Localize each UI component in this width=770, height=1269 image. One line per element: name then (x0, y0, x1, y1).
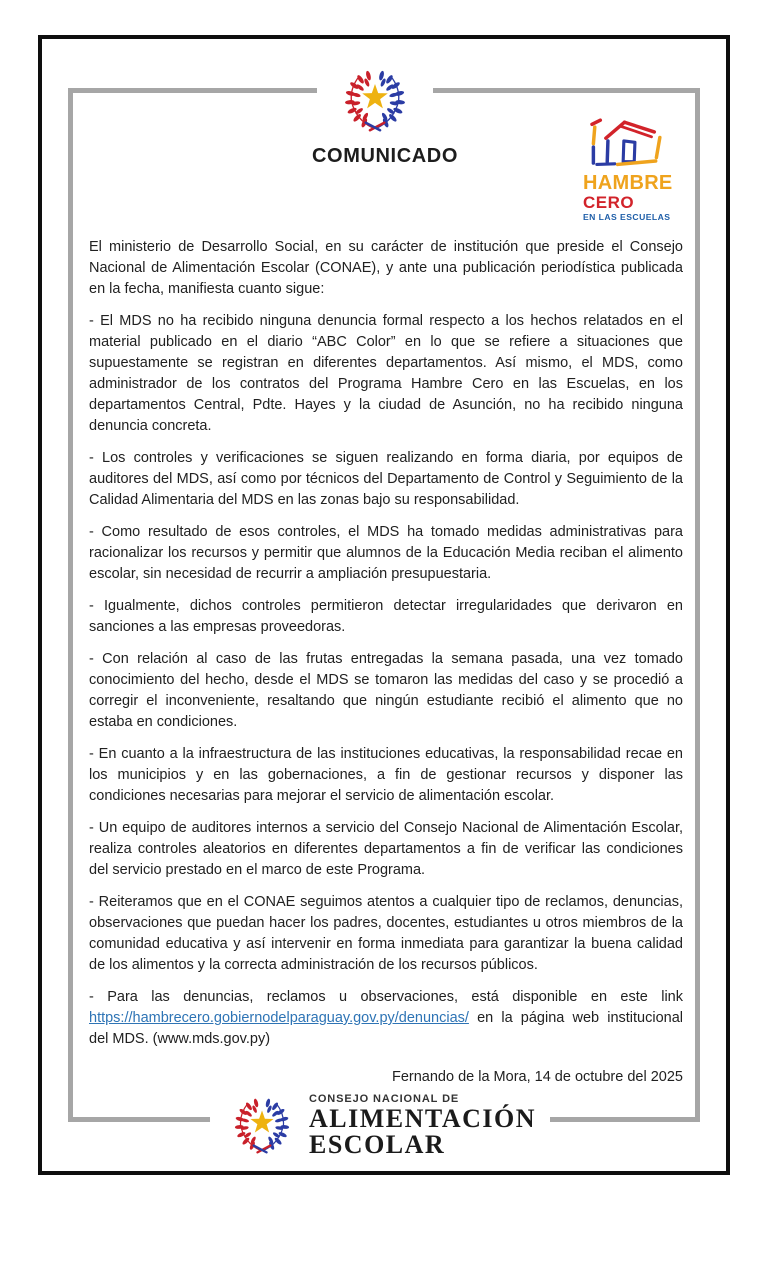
hambre-logo-word-cero: CERO (583, 193, 635, 212)
paragraph-infraestructura: - En cuanto a la infraestructura de las instituciones educativas, la responsabilidad recae en los municipios y en las gobernaciones, a fin de gestionar recursos y disponer las condiciones necesarias para mejorar el servicio de alimentación escolar. (89, 746, 683, 804)
paragraph-auditores: - Un equipo de auditores internos a servicio del Consejo Nacional de Alimentación Escolar, realiza controles aleatorios en diferentes departamentos a fin de verificar las condiciones del servicio prestado en el marco de este Programa. (89, 820, 683, 878)
paragraph-medidas: - Como resultado de esos controles, el MDS ha tomado medidas administrativas para racionalizar los recursos y permitir que alumnos de la Educación Media reciban el alimento escolar, sin necesidad de recurrir a ampliación presupuestaria. (89, 524, 683, 582)
sketch-house-icon (583, 116, 705, 170)
national-emblem-icon (224, 1086, 300, 1164)
link-paragraph-after: en la página web institucional del MDS. (www.mds.gov.py) (89, 1010, 683, 1047)
hambre-cero-logo (583, 116, 705, 223)
paragraph-reiteramos: - Reiteramos que en el CONAE seguimos atentos a cualquier tipo de reclamos, denuncias, observaciones que puedan hacer los padres, docentes, estudiantes u otros miembros de la comunidad educativa y así intervenir en forma inmediata para garantizar la buena calidad de los alimentos y la correcta administración de los recursos públicos. (89, 894, 683, 973)
communique-body (89, 237, 683, 1088)
paragraph-frutas: - Con relación al caso de las frutas entregadas la semana pasada, una vez tomado conocimiento del hecho, desde el MDS se tomaron las medidas del caso y se procedió a corregir el inconveniente, resaltando que ningún estudiante recibió el alimento que no estaba en condiciones. (89, 651, 683, 730)
conae-wordmark-main2: ESCOLAR (309, 1130, 446, 1159)
paragraph-intro: El ministerio de Desarrollo Social, en su carácter de institución que preside el Consejo Nacional de Alimentación Escolar (CONAE), y ante una publicación periodística publicada en la fecha, manifiesta cuanto sigue: (89, 239, 683, 297)
conae-wordmark-main1: ALIMENTACIÓN (309, 1104, 536, 1133)
denuncias-link[interactable]: https://hambrecero.gobiernodelparaguay.gov.py/denuncias/ (89, 1010, 469, 1026)
paragraph-controles: - Los controles y verificaciones se siguen realizando en forma diaria, por equipos de auditores del MDS, así como por técnicos del Departamento de Control y Seguimiento de la Calidad Alimentaria del MDS en las zonas bajo su responsabilidad. (89, 450, 683, 508)
page-title: COMUNICADO (312, 145, 458, 167)
national-emblem-icon (317, 57, 433, 143)
conae-footer-logo (210, 1086, 550, 1164)
paragraph-sanciones: - Igualmente, dichos controles permitieron detectar irregularidades que derivaron en sanciones a las empresas proveedoras. (89, 598, 683, 635)
conae-wordmark-top: CONSEJO NACIONAL DE (309, 1093, 460, 1105)
date-line: Fernando de la Mora, 14 de octubre del 2025 (391, 1069, 683, 1085)
conae-wordmark (309, 1092, 536, 1158)
paragraph-denuncias-link (89, 987, 683, 1050)
hambre-logo-word-hambre: HAMBRE (583, 172, 673, 194)
link-paragraph-before: - Para las denuncias, reclamos u observaciones, está disponible en este link (89, 989, 683, 1005)
hambre-logo-tagline: EN LAS ESCUELAS (583, 212, 671, 222)
paragraph-denuncia-formal: - El MDS no ha recibido ninguna denuncia formal respecto a los hechos relatados en el material publicado en el diario “ABC Color” en lo que se refiere a situaciones que supuestamente se registran en diferentes departamentos. Así mismo, el MDS, como administrador de los contratos del Programa Hambre Cero en las Escuelas, en los departamentos Central, Pdte. Hayes y la ciudad de Asunción, no ha recibido ninguna denuncia concreta. (89, 313, 683, 434)
